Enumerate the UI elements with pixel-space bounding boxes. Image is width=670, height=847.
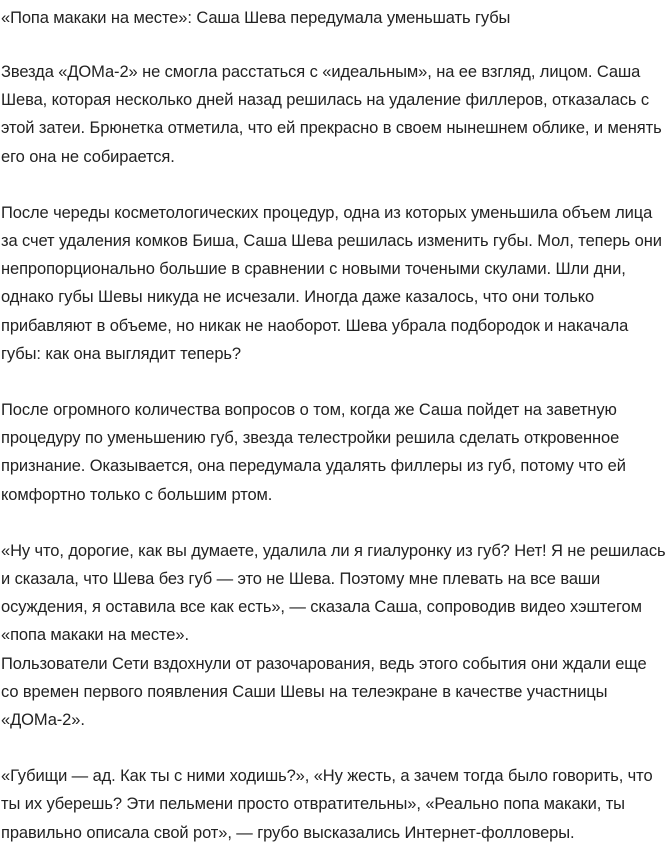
article-paragraph-2: После череды косметологических процедур, одна из которых уменьшила объем лица за счет удаления комков Биша, Саша Шева решилась изменить губы. Мол, теперь они непропорционально большие в сравнении с новыми точеными скулами. Шли дни, однако губы Шевы никуда не исчезали. Иногда даже казалось, что они только прибавляют в объеме, но никак не наоборот. Шева убрала подбородок и накачала губы: как она выглядит теперь? bbox=[1, 203, 662, 363]
page-title: «Попа макаки на месте»: Саша Шева передумала уменьшать губы bbox=[1, 9, 511, 27]
article-paragraph-6: «Губищи — ад. Как ты с ними ходишь?», «Ну жесть, а зачем тогда было говорить, что ты их уберешь? Эти пельмени просто отвратительны», «Реально попа макаки, ты правильно описала свой рот», — грубо высказались Интернет-фолловеры. bbox=[1, 767, 653, 842]
title-spacer bbox=[0, 32, 670, 58]
article-paragraph-1: Звезда «ДОМа-2» не смогла расстаться с «идеальным», на ее взгляд, лицом. Саша Шева, которая несколько дней назад решилась на удаление филлеров, отказалась с этой затеи. Брюнетка отметила, что ей прекрасно в своем нынешнем облике, и менять его она не собирается. bbox=[1, 63, 662, 166]
article-body bbox=[0, 58, 670, 847]
article-paragraph-4: «Ну что, дорогие, как вы думаете, удалила ли я гиалуронку из губ? Нет! Я не решилась и сказала, что Шева без губ — это не Шева. Поэтому мне плевать на все ваши осуждения, я оставила все как есть», — сказала Саша, сопроводив видео хэштегом «попа макаки на месте». bbox=[1, 541, 666, 645]
article-paragraph-5: Пользователи Сети вздохнули от разочарования, ведь этого события они ждали еще со времен первого появления Саши Шевы на телеэкране в качестве участницы «ДОМа-2». bbox=[1, 654, 647, 730]
article-paragraph-3: После огромного количества вопросов о том, когда же Саша пойдет на заветную процедуру по уменьшению губ, звезда телестройки решила сделать откровенное признание. Оказывается, она передумала удалять филлеры из губ, потому что ей комфортно только с большим ртом. bbox=[1, 401, 626, 504]
